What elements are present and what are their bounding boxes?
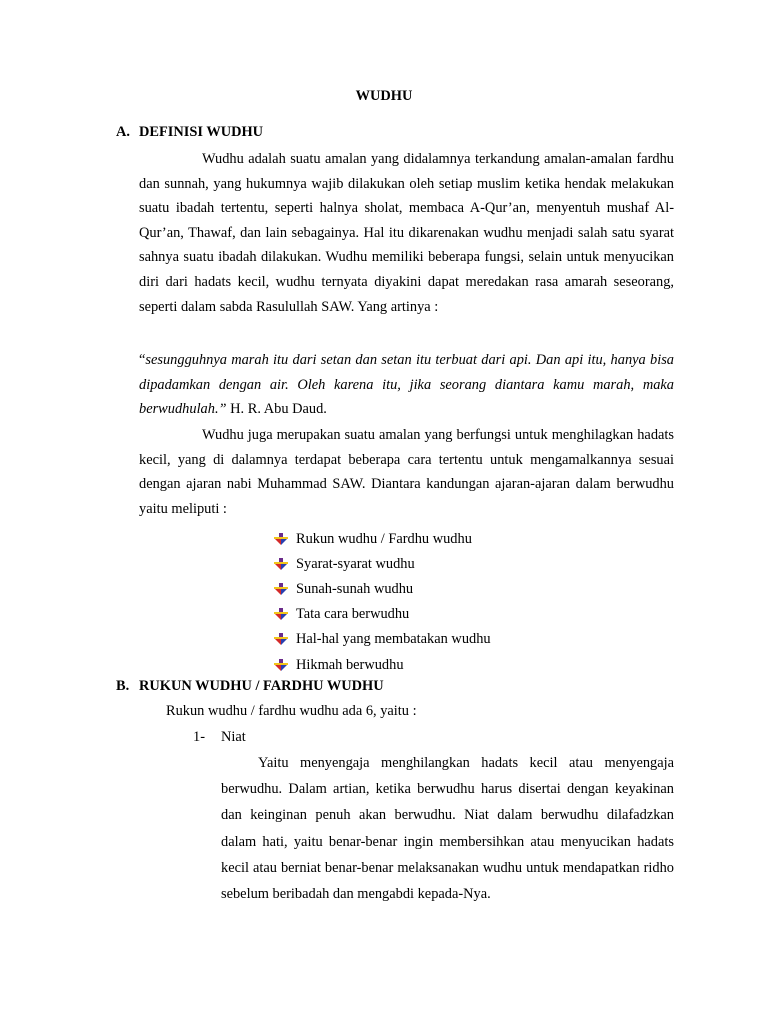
- section-b-heading: [116, 678, 384, 695]
- list-item-label: Sunah-sunah wudhu: [296, 580, 414, 597]
- section-b-letter: B.: [116, 678, 130, 694]
- item-1-heading: [193, 729, 246, 746]
- section-a-paragraph-2-text: Wudhu juga merupakan suatu amalan yang berfungsi untuk menghilagkan hadats kecil, yang di dalamnya terdapat beberapa cara tertentu untuk mengamalkannya sesuai dengan ajaran nabi Muhammad SAW. Diantara kandungan ajaran-ajaran dalam berwudhu yaitu meliputi :: [139, 427, 674, 517]
- list-item-label: Hal-hal yang membatakan wudhu: [296, 631, 491, 648]
- arrow-down-bullet-icon: [272, 631, 296, 647]
- list-item-label: Syarat-syarat wudhu: [296, 555, 415, 572]
- section-b-title: RUKUN WUDHU / FARDHU WUDHU: [139, 678, 384, 694]
- item-1-paragraph: [221, 750, 674, 907]
- item-1-number: 1-: [193, 729, 205, 745]
- list-item: [272, 576, 491, 601]
- list-item-label: Tata cara berwudhu: [296, 606, 410, 623]
- section-b-intro: Rukun wudhu / fardhu wudhu ada 6, yaitu :: [166, 703, 417, 719]
- section-a-title: DEFINISI WUDHU: [139, 124, 264, 140]
- list-item: [272, 551, 491, 576]
- list-item: [272, 627, 491, 652]
- list-item: [272, 526, 491, 551]
- section-a-letter: A.: [116, 124, 130, 140]
- list-item-label: Rukun wudhu / Fardhu wudhu: [296, 530, 472, 547]
- hadith-quote: [139, 348, 674, 422]
- quote-source: H. R. Abu Daud.: [226, 401, 327, 418]
- section-a-paragraph-1-text: Wudhu adalah suatu amalan yang didalamnya terkandung amalan-amalan fardhu dan sunnah, yang hukumnya wajib dilakukan oleh setiap muslim ketika hendak melakukan suatu ibadah tertentu, seperti halnya sholat, membaca A-Qur’an, menyentuh mushaf Al-Qur’an, Thawaf, dan lain sebagainya. Hal itu dikarenakan wudhu menjadi salah satu syarat sahnya suatu ibadah dilakukan. Wudhu memiliki beberapa fungsi, selain untuk menyucikan diri dari hadats kecil, wudhu ternyata diyakini dapat meredakan rasa amarah seseorang, seperti dalam sabda Rasulullah SAW. Yang artinya :: [139, 151, 674, 315]
- list-item: [272, 602, 491, 627]
- list-item: [272, 652, 491, 677]
- section-a-heading: [116, 124, 263, 141]
- document-title: WUDHU: [355, 88, 413, 104]
- arrow-down-bullet-icon: [272, 581, 296, 597]
- quote-text: sesungguhnya marah itu dari setan dan setan itu terbuat dari api. Dan api itu, hanya bisa dipadamkan dengan air. Oleh karena itu, jika seorang diantara kamu marah, maka berwudhulah.”: [139, 352, 674, 418]
- section-a-paragraph-1: [139, 147, 674, 319]
- arrow-down-bullet-icon: [272, 531, 296, 547]
- arrow-down-bullet-icon: [272, 556, 296, 572]
- item-1-paragraph-text: Yaitu menyengaja menghilangkan hadats kecil atau menyengaja berwudhu. Dalam artian, ketika berwudhu harus disertai dengan keyakinan dan keinginan penuh akan berwudhu. Niat dalam berwudhu dilafadzkan dalam hati, yaitu benar-benar ingin membersihkan atau menyucikan hadats kecil atau berniat benar-benar melaksanakan wudhu untuk mendapatkan ridho sebelum beribadah dan mengabdi kepada-Nya.: [221, 755, 674, 903]
- quote-open-mark: “: [139, 352, 146, 368]
- list-item-label: Hikmah berwudhu: [296, 656, 404, 673]
- arrow-down-bullet-icon: [272, 657, 296, 673]
- section-a-paragraph-2: [139, 423, 674, 521]
- item-1-title: Niat: [221, 729, 246, 745]
- wudhu-topics-list: [272, 526, 491, 677]
- arrow-down-bullet-icon: [272, 606, 296, 622]
